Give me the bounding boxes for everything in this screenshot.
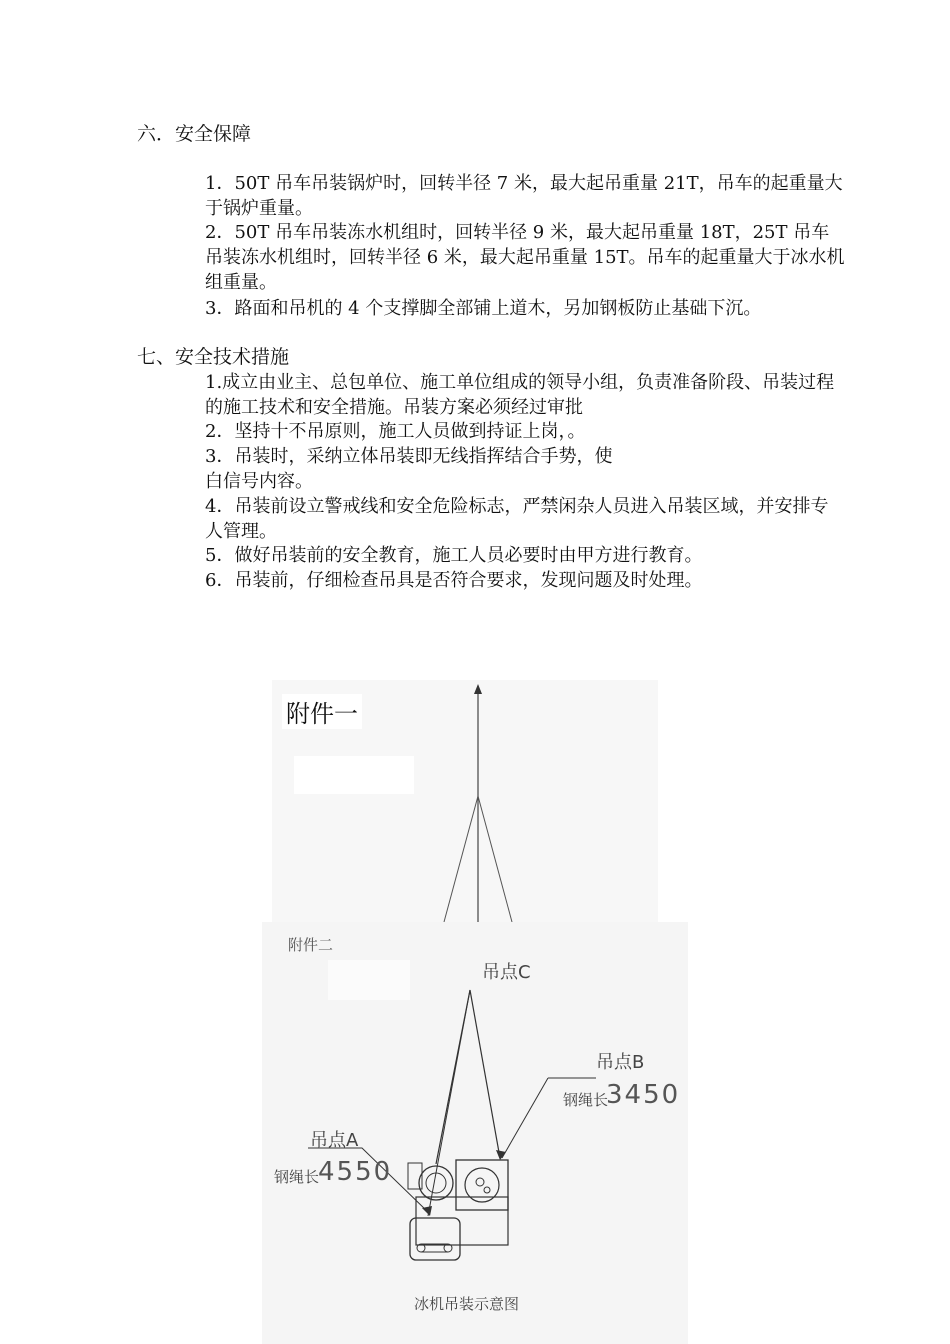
rope-b-length: 3450 [606,1080,681,1110]
section-7-item-4: 4．吊装前设立警戒线和安全危险标志，严禁闲杂人员进入吊装区域，并安排专人管理。 [205,496,829,542]
section-6-item-2: 2．50T 吊车吊装冻水机组时，回转半径 9 米，最大起吊重量 18T，25T 吊车吊装冻水机组时，回转半径 6 米，最大起吊重量 15T。吊车的起重量大于冰水机组重量。 [205,222,845,293]
section-7-heading: 七、安全技术措施 [137,346,290,368]
section-6-item-3: 3．路面和吊机的 4 个支撑脚全部铺上道木，另加钢板防止基础下沉。 [205,298,762,319]
lift-point-b-label: 吊点B [596,1052,645,1073]
figure-2-caption: 冰机吊装示意图 [414,1295,520,1313]
rope-a-label: 钢绳长 [274,1168,320,1186]
section-6-heading: 六．安全保障 [137,123,252,145]
section-7-item-2: 2．坚持十不吊原则，施工人员做到持证上岗，。 [205,421,586,442]
section-7-item-3: 3．吊装时，采纳立体吊装即无线指挥结合手势，使 [205,446,613,467]
rope-b-label: 钢绳长 [563,1091,609,1109]
rope-a-length: 4550 [318,1157,393,1187]
section-6-item-1: 1．50T 吊车吊装锅炉时，回转半径 7 米，最大起吊重量 21T，吊车的起重量大于锅炉重量。 [205,173,843,219]
lift-point-a-label: 吊点A [310,1130,359,1151]
figure-2-title: 附件二 [288,936,334,954]
section-7-item-5: 5．做好吊装前的安全教育，施工人员必要时由甲方进行教育。 [205,545,703,566]
section-7-item-3-cont: 白信号内容。 [205,471,313,492]
section-7-item-6: 6．吊装前，仔细检查吊具是否符合要求，发现问题及时处理。 [205,570,703,591]
lift-point-c-label: 吊点C [482,962,531,983]
figure-1-title: 附件一 [282,694,362,729]
section-7-item-1: 1.成立由业主、总包单位、施工单位组成的领导小组，负责准备阶段、吊装过程的施工技术和安全措施。吊装方案必须经过审批 [205,372,835,418]
